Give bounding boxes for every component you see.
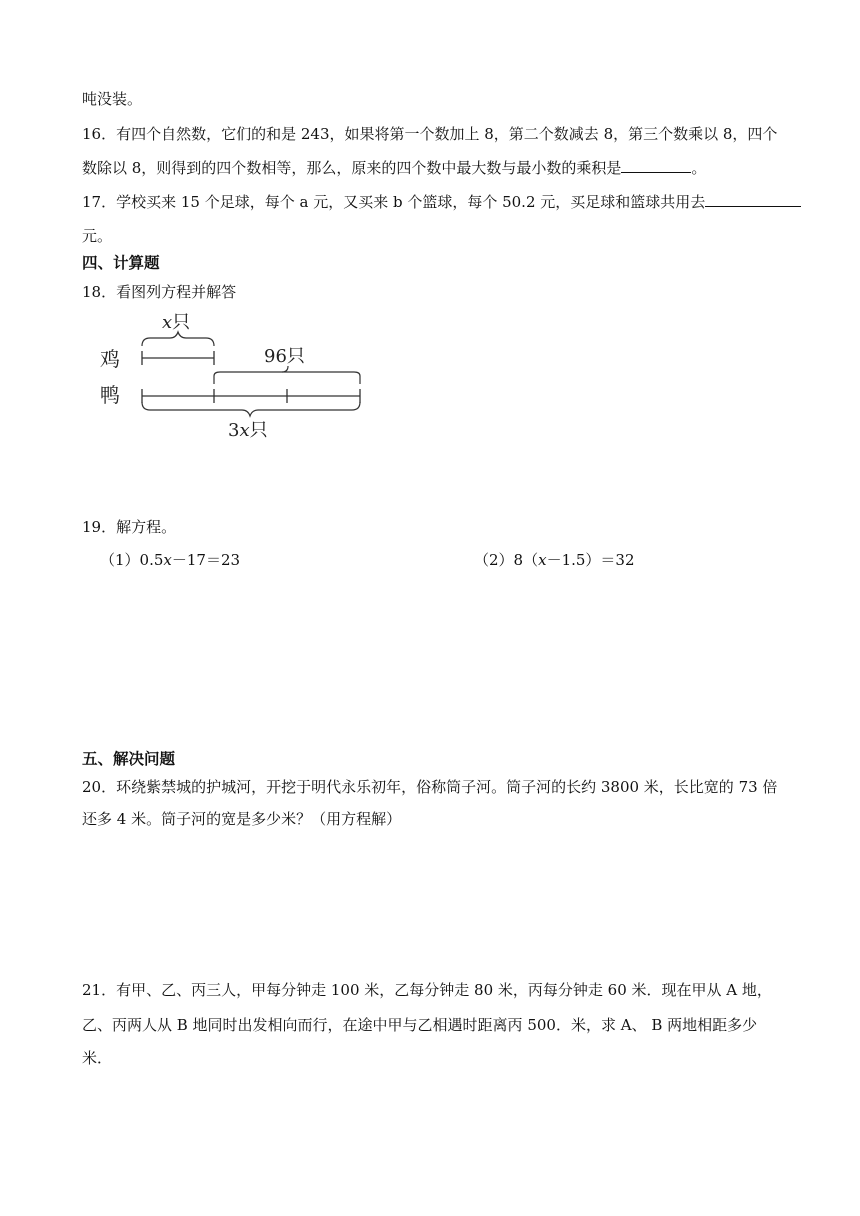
q16-line2 xyxy=(82,158,706,178)
diagram-top-label: x只 xyxy=(162,312,191,333)
q20-line2: 还多 4 米。筒子河的宽是多少米？（用方程解） xyxy=(82,810,402,828)
q19-equation-1 xyxy=(100,550,240,570)
q19-eq2-suffix: －1.5）＝32 xyxy=(546,551,635,569)
q19-equation-2 xyxy=(474,550,635,570)
diagram-mid-label: 96只 xyxy=(264,346,305,367)
q21-line2: 乙、丙两人从 B 地同时出发相向而行，在途中甲与乙相遇时距离丙 500．米，求 A、 B 两地相距多少 xyxy=(82,1016,758,1034)
q21-line1: 21．有甲、乙、丙三人，甲每分钟走 100 米，乙每分钟走 80 米，丙每分钟走 60 米．现在甲从 A 地， xyxy=(82,981,772,999)
diagram-bottom-brace xyxy=(142,402,360,416)
q21-line3: 米． xyxy=(82,1049,113,1067)
diagram-row2-label: 鸭 xyxy=(100,383,120,407)
q17-line2: 元。 xyxy=(82,227,113,245)
q17-line1-text: 17．学校买来 15 个足球，每个 a 元，又买来 b 个篮球，每个 50.2 元，买足球和篮球共用去 xyxy=(82,193,706,211)
q20-line1: 20．环绕紫禁城的护城河，开挖于明代永乐初年，俗称筒子河。筒子河的长约 3800 米，长比宽的 73 倍 xyxy=(82,778,778,796)
q15-tail: 吨没装。 xyxy=(82,90,143,108)
q19-eq1-var: x xyxy=(163,551,172,569)
q19-eq2-var: x xyxy=(538,551,547,569)
section-5-title: 五、解决问题 xyxy=(82,750,176,768)
q19-eq2-prefix: （2）8（ xyxy=(474,551,539,569)
q16-answer-blank[interactable] xyxy=(621,158,691,173)
q18-text: 18．看图列方程并解答 xyxy=(82,283,237,301)
section-4-title: 四、计算题 xyxy=(82,254,160,272)
q18-line-diagram xyxy=(98,306,378,446)
diagram-row1-label: 鸡 xyxy=(100,347,120,371)
q16-line2-text: 数除以 8，则得到的四个数相等，那么，原来的四个数中最大数与最小数的乘积是 xyxy=(82,159,622,177)
diagram-mid-brace xyxy=(214,372,360,384)
diagram-bottom-label: 3x只 xyxy=(228,420,268,441)
q17-answer-blank[interactable] xyxy=(705,192,801,207)
q17-line1 xyxy=(82,192,801,212)
q16-line1: 16．有四个自然数，它们的和是 243，如果将第一个数加上 8，第二个数减去 8，第三个数乘以 8，四个 xyxy=(82,125,778,143)
diagram-top-brace xyxy=(142,332,214,346)
q19-eq1-suffix: －17＝23 xyxy=(171,551,241,569)
q19-text: 19．解方程。 xyxy=(82,518,177,536)
q19-eq1-prefix: （1）0.5 xyxy=(100,551,164,569)
q16-line2-end: 。 xyxy=(691,159,707,177)
